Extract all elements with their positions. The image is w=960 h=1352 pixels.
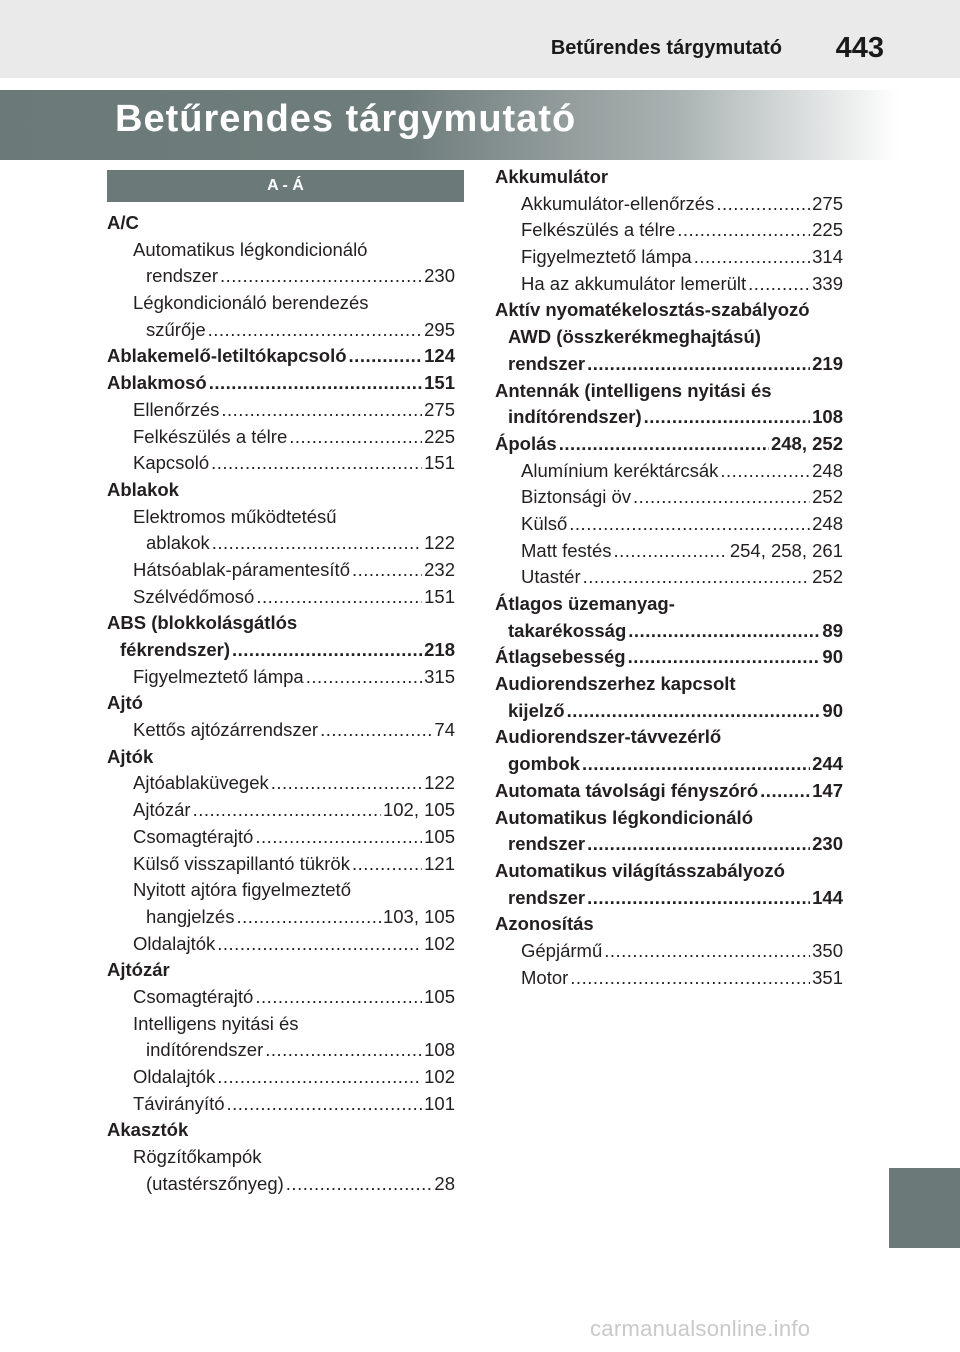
entry-term: Audiorendszer-távvezérlő <box>495 726 722 748</box>
entry-page-ref: 151 <box>424 452 455 474</box>
dot-leader <box>220 263 422 290</box>
index-entry <box>495 698 843 725</box>
entry-term: Átlagsebesség <box>495 646 626 668</box>
entry-page-ref: 339 <box>812 272 843 294</box>
dot-leader <box>256 584 422 611</box>
dot-leader <box>352 851 422 878</box>
index-entry <box>495 271 843 298</box>
index-entry <box>107 263 455 290</box>
index-entry <box>107 1064 455 1091</box>
entry-term: A/C <box>107 212 139 233</box>
index-entry <box>495 351 843 378</box>
entry-term: Ablakok <box>107 478 179 500</box>
entry-term: Oldalajtók <box>133 1066 216 1087</box>
entry-term: rendszer <box>146 265 218 287</box>
entry-term: Antennák (intelligens nyitási és <box>495 379 772 401</box>
dot-leader <box>208 317 422 344</box>
entry-page-ref: 230 <box>424 265 455 287</box>
entry-term: Ablakemelő-letiltókapcsoló <box>107 345 347 367</box>
entry-page-ref: 90 <box>822 646 843 668</box>
index-entry <box>495 217 843 244</box>
dot-leader <box>286 1171 433 1198</box>
index-entry <box>495 404 843 431</box>
index-entry <box>107 957 455 984</box>
dot-leader <box>289 424 422 451</box>
entry-term: Motor <box>521 966 569 988</box>
entry-page-ref: 102 <box>424 932 455 954</box>
index-entry <box>107 557 455 584</box>
entry-page-ref: 248 <box>812 459 843 481</box>
entry-page-ref: 122 <box>424 772 455 794</box>
entry-page-ref: 295 <box>424 318 455 340</box>
index-entry <box>107 210 455 237</box>
entry-term: Automatikus világításszabályozó <box>495 859 785 881</box>
index-entry <box>495 564 843 591</box>
dot-leader <box>587 885 810 912</box>
entry-term: Aktív nyomatékelosztás-szabályozó <box>495 299 810 321</box>
entry-page-ref: 350 <box>812 939 843 961</box>
entry-term: rendszer <box>508 886 586 908</box>
index-entry <box>107 877 455 904</box>
entry-page-ref: 122 <box>424 532 455 554</box>
index-entry <box>107 1171 455 1198</box>
entry-term: szűrője <box>146 318 206 340</box>
dot-leader <box>212 530 422 557</box>
index-entry <box>495 911 843 938</box>
dot-leader <box>209 370 422 397</box>
index-entry <box>495 511 843 538</box>
dot-leader <box>694 244 810 271</box>
index-entry <box>107 424 455 451</box>
index-entry <box>495 831 843 858</box>
entry-term: Akasztók <box>107 1119 189 1141</box>
entry-term: Hátsóablak-páramentesítő <box>133 558 350 580</box>
entry-term: Intelligens nyitási és <box>133 1012 299 1034</box>
entry-page-ref: 275 <box>424 398 455 420</box>
section-heading: A - Á <box>107 170 464 202</box>
entry-term: kijelző <box>508 699 565 721</box>
entry-page-ref: 248 <box>812 512 843 534</box>
dot-leader <box>760 778 810 805</box>
entry-term: Automata távolsági fényszóró <box>495 779 759 801</box>
entry-page-ref: 275 <box>812 192 843 214</box>
entry-term: Rögzítőkampók <box>133 1146 262 1168</box>
entry-term: takarékosság <box>508 619 627 641</box>
entry-term: Csomagtérajtó <box>133 985 254 1007</box>
entry-page-ref: 108 <box>812 406 843 428</box>
index-column-right <box>495 164 843 991</box>
index-entry <box>495 538 843 565</box>
dot-leader <box>628 644 821 671</box>
dot-leader <box>352 557 422 584</box>
entry-term: Ha az akkumulátor lemerült <box>521 272 747 294</box>
index-entry <box>107 584 455 611</box>
chapter-side-tab <box>889 1168 960 1248</box>
entry-page-ref: 89 <box>822 619 843 641</box>
dot-leader <box>567 698 821 725</box>
index-entry <box>107 717 455 744</box>
entry-term: Figyelmeztető lámpa <box>133 665 304 687</box>
index-entry <box>107 664 455 691</box>
entry-term: Ápolás <box>495 432 557 454</box>
dot-leader <box>716 191 810 218</box>
entry-term: Gépjármű <box>521 939 603 961</box>
entry-term: Ablakmosó <box>107 372 207 394</box>
index-entry <box>107 984 455 1011</box>
index-entry <box>495 885 843 912</box>
dot-leader <box>583 564 810 591</box>
entry-term: Automatikus légkondicionáló <box>133 238 368 260</box>
entry-term: Matt festés <box>521 539 612 561</box>
index-entry <box>495 191 843 218</box>
dot-leader <box>628 618 820 645</box>
entry-term: rendszer <box>508 833 586 855</box>
entry-page-ref: 105 <box>424 825 455 847</box>
entry-term: Ajtózár <box>133 799 191 821</box>
dot-leader <box>306 664 422 691</box>
index-entry <box>107 237 455 264</box>
entry-term: Ajtózár <box>107 959 170 981</box>
dot-leader <box>217 931 422 958</box>
index-entry <box>107 690 455 717</box>
entry-page-ref: 230 <box>812 833 843 855</box>
entry-term: Kapcsoló <box>133 452 210 474</box>
index-entry <box>107 317 455 344</box>
index-entry <box>495 378 843 405</box>
index-entry <box>495 618 843 645</box>
index-entry <box>495 591 843 618</box>
index-entry <box>107 851 455 878</box>
entry-page-ref: 144 <box>812 886 843 908</box>
entry-term: Csomagtérajtó <box>133 825 254 847</box>
dot-leader <box>211 450 422 477</box>
entry-page-ref: 252 <box>812 486 843 508</box>
dot-leader <box>587 831 810 858</box>
index-entry <box>495 164 843 191</box>
index-entry <box>495 458 843 485</box>
dot-leader <box>569 511 810 538</box>
entry-page-ref: 244 <box>812 753 843 775</box>
index-entry <box>107 1037 455 1064</box>
entry-term: Felkészülés a télre <box>133 425 288 447</box>
index-entry <box>107 797 455 824</box>
index-entry <box>495 671 843 698</box>
entry-term: Audiorendszerhez kapcsolt <box>495 673 736 695</box>
index-entry <box>495 858 843 885</box>
index-entry <box>107 1091 455 1118</box>
entry-term: Külső <box>521 512 568 534</box>
entry-term: Nyitott ajtóra figyelmeztető <box>133 879 351 901</box>
entry-term: Akkumulátor <box>495 166 609 187</box>
entry-page-ref: 225 <box>424 425 455 447</box>
dot-leader <box>265 1037 422 1064</box>
index-entry <box>107 610 455 637</box>
index-entry <box>107 744 455 771</box>
entry-term: ablakok <box>146 532 210 554</box>
entry-page-ref: 218 <box>424 639 455 660</box>
index-entry <box>107 637 455 664</box>
dot-leader <box>582 751 810 778</box>
entry-term: Akkumulátor-ellenőrzés <box>521 192 715 214</box>
entry-page-ref: 147 <box>812 779 843 801</box>
index-entry <box>495 751 843 778</box>
entry-term: Ajtó <box>107 692 143 714</box>
entry-term: Azonosítás <box>495 913 594 935</box>
entry-page-ref: 151 <box>424 372 455 394</box>
entry-page-ref: 232 <box>424 558 455 580</box>
entry-term: Átlagos üzemanyag- <box>495 593 675 614</box>
entry-page-ref: 124 <box>424 345 455 367</box>
entry-page-ref: 315 <box>424 665 455 687</box>
dot-leader <box>255 824 422 851</box>
entry-page-ref: 254, 258, 261 <box>729 539 843 561</box>
entry-page-ref: 102 <box>424 1066 455 1087</box>
dot-leader <box>613 538 727 565</box>
entry-term: hangjelzés <box>146 905 235 927</box>
dot-leader <box>677 217 810 244</box>
index-entry <box>495 724 843 751</box>
entry-page-ref: 252 <box>812 566 843 588</box>
dot-leader <box>320 717 432 744</box>
entry-term: ABS (blokkolásgátlós <box>107 612 298 634</box>
entry-term: Külső visszapillantó tükrök <box>133 852 350 874</box>
entry-page-ref: 103, 105 <box>382 905 455 927</box>
index-entry <box>107 1011 455 1038</box>
index-entry <box>107 290 455 317</box>
entry-term: Távirányító <box>133 1092 225 1114</box>
index-entry <box>495 324 843 351</box>
dot-leader <box>193 797 381 824</box>
index-entry <box>107 904 455 931</box>
entry-page-ref: 74 <box>434 719 455 741</box>
page-number: 443 <box>835 32 884 64</box>
entry-page-ref: 28 <box>434 1172 455 1194</box>
index-entry <box>495 965 843 992</box>
dot-leader <box>587 351 810 378</box>
index-entry <box>107 343 455 370</box>
dot-leader <box>255 984 422 1011</box>
dot-leader <box>720 458 810 485</box>
index-entry <box>107 370 455 397</box>
index-entry <box>107 931 455 958</box>
index-entry <box>107 530 455 557</box>
index-entry <box>107 504 455 531</box>
entry-term: Szélvédőmosó <box>133 585 255 607</box>
entry-term: Ajtóablaküvegek <box>133 772 269 794</box>
index-entry <box>107 1117 455 1144</box>
header-band <box>0 0 960 78</box>
dot-leader <box>748 271 810 298</box>
dot-leader <box>271 770 422 797</box>
entry-page-ref: 151 <box>424 585 455 607</box>
entry-page-ref: 225 <box>812 219 843 241</box>
entry-term: rendszer <box>508 352 586 374</box>
index-entry <box>107 1144 455 1171</box>
index-entry <box>107 450 455 477</box>
index-entry <box>495 484 843 511</box>
index-entry <box>107 824 455 851</box>
index-entry <box>495 938 843 965</box>
dot-leader <box>604 938 810 965</box>
running-header-title: Betűrendes tárgymutató <box>550 37 782 59</box>
index-entry <box>495 644 843 671</box>
entry-term: Figyelmeztető lámpa <box>521 246 692 268</box>
entry-term: gombok <box>508 753 580 775</box>
entry-page-ref: 102, 105 <box>382 799 455 821</box>
entry-term: Felkészülés a télre <box>521 219 676 241</box>
entry-term: Biztonsági öv <box>521 486 632 508</box>
dot-leader <box>559 431 769 458</box>
entry-term: AWD (összkerékmeghajtású) <box>508 326 761 348</box>
entry-page-ref: 121 <box>424 852 455 874</box>
index-entry <box>495 244 843 271</box>
index-entry <box>107 397 455 424</box>
dot-leader <box>644 404 811 431</box>
index-entry <box>107 770 455 797</box>
entry-page-ref: 219 <box>812 352 843 374</box>
entry-term: Utastér <box>521 566 581 588</box>
entry-term: fékrendszer) <box>120 639 231 660</box>
entry-page-ref: 351 <box>812 966 843 988</box>
dot-leader <box>633 484 810 511</box>
page-title: Betűrendes tárgymutató <box>115 98 577 140</box>
entry-term: Kettős ajtózárrendszer <box>133 719 319 741</box>
entry-term: Légkondicionáló berendezés <box>133 292 369 314</box>
dot-leader <box>227 1091 423 1118</box>
entry-page-ref: 248, 252 <box>770 432 843 454</box>
dot-leader <box>349 343 423 370</box>
footer-watermark: carmanualsonline.info <box>590 1316 811 1341</box>
entry-term: Automatikus légkondicionáló <box>495 806 753 828</box>
entry-page-ref: 101 <box>424 1092 455 1114</box>
index-column-left <box>107 210 455 1197</box>
entry-term: Alumínium keréktárcsák <box>521 459 719 481</box>
entry-page-ref: 108 <box>424 1039 455 1061</box>
entry-term: indítórendszer) <box>508 406 642 428</box>
dot-leader <box>570 965 810 992</box>
entry-page-ref: 314 <box>812 246 843 268</box>
dot-leader <box>221 397 422 424</box>
dot-leader <box>236 904 381 931</box>
entry-page-ref: 105 <box>424 985 455 1007</box>
index-entry <box>495 297 843 324</box>
entry-term: Oldalajtók <box>133 932 216 954</box>
dot-leader <box>217 1064 422 1091</box>
entry-term: Ajtók <box>107 745 154 767</box>
dot-leader <box>232 637 422 664</box>
entry-page-ref: 90 <box>822 699 843 721</box>
index-entry <box>495 778 843 805</box>
index-entry <box>107 477 455 504</box>
index-entry <box>495 805 843 832</box>
entry-term: indítórendszer <box>146 1039 264 1061</box>
entry-term: Ellenőrzés <box>133 398 220 420</box>
entry-term: (utastérszőnyeg) <box>146 1172 284 1194</box>
index-entry <box>495 431 843 458</box>
entry-term: Elektromos működtetésű <box>133 505 337 527</box>
